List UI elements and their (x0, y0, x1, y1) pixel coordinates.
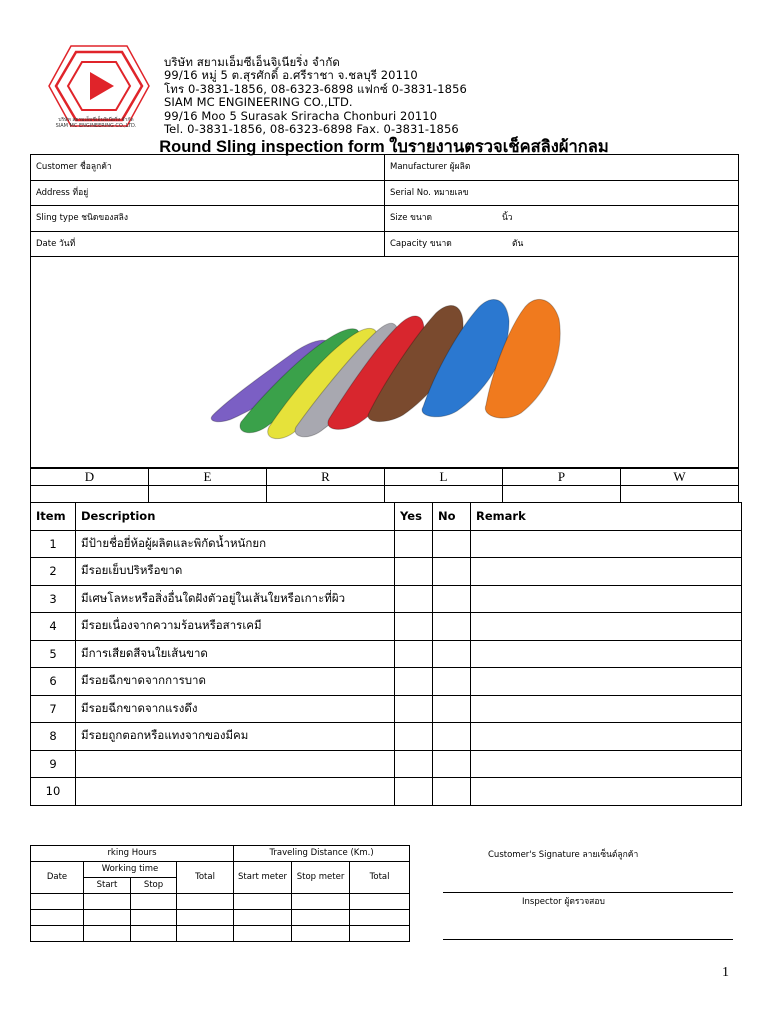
remark-header: Remark (471, 503, 742, 531)
capacity-field[interactable] (385, 231, 739, 257)
company-address-english: 99/16 Moo 5 Surasak Sriracha Chonburi 20110 (164, 108, 438, 123)
form-title: Round Sling inspection form ใบรายงานตรวจเช็คสลิงผ้ากลม (159, 138, 609, 156)
page-number: 1 (722, 965, 729, 980)
hours-cell[interactable] (234, 910, 292, 926)
no-cell[interactable] (433, 530, 471, 558)
capacity-unit: ตัน (512, 238, 524, 249)
inspector-signature-line[interactable] (443, 939, 733, 940)
checklist-row (31, 668, 742, 696)
yes-cell[interactable] (395, 613, 433, 641)
item-number: 4 (31, 613, 76, 641)
item-number: 10 (31, 778, 76, 806)
company-name-thai: บริษัท สยามเอ็มซีเอ็นจิเนียริ่ง จำกัด (164, 55, 340, 69)
address-label: Address ที่อยู่ (36, 187, 89, 198)
manufacturer-label: Manufacturer ผู้ผลิต (390, 162, 471, 172)
item-description: มีรอยฉีกขาดจากแรงดึง (76, 695, 395, 723)
date-field[interactable] (31, 231, 385, 257)
logo-caption-english: SIAM MC ENGINEERING CO.,LTD. (55, 123, 137, 129)
start-time-header: Start (84, 878, 131, 894)
dim-p-header: P (503, 469, 621, 486)
dim-e-header: E (149, 469, 267, 486)
checklist-row (31, 750, 742, 778)
dim-l-header: L (385, 469, 503, 486)
hours-row (31, 926, 410, 942)
customer-signature-line[interactable] (443, 892, 733, 893)
company-name-english: SIAM MC ENGINEERING CO.,LTD. (164, 95, 353, 110)
customer-label: Customer ชื่อลูกค้า (36, 162, 112, 172)
item-description: มีป้ายชื่อยี่ห้อผู้ผลิตและพิกัดน้ำหนักยก (76, 530, 395, 558)
hours-cell[interactable] (234, 926, 292, 942)
no-cell[interactable] (433, 750, 471, 778)
remark-cell[interactable] (471, 640, 742, 668)
remark-cell[interactable] (471, 613, 742, 641)
hours-cell[interactable] (131, 926, 177, 942)
date-label: Date วันที่ (36, 238, 76, 249)
customer-signature-label: Customer's Signature ลายเซ็นต์ลูกค้า (488, 850, 639, 860)
item-description: มีรอยเย็บปริหรือขาด (76, 558, 395, 586)
checklist-row (31, 723, 742, 751)
customer-info-table (30, 154, 739, 257)
no-cell[interactable] (433, 723, 471, 751)
hours-cell[interactable] (292, 926, 350, 942)
hours-cell[interactable] (292, 894, 350, 910)
working-hours-header: rking Hours (31, 846, 234, 862)
checklist-row (31, 695, 742, 723)
work-hours-table (30, 845, 410, 942)
description-header: Description (76, 503, 395, 531)
checklist-row (31, 778, 742, 806)
dim-l-value[interactable] (385, 486, 503, 503)
yes-header: Yes (395, 503, 433, 531)
checklist-row (31, 613, 742, 641)
hours-cell[interactable] (31, 894, 84, 910)
item-description: มีเศษโลหะหรือสิ่งอื่นใดฝังตัวอยู่ในเส้นใยหรือเกาะที่ผิว (76, 585, 395, 613)
yes-cell[interactable] (395, 558, 433, 586)
inspection-checklist (30, 502, 742, 806)
hours-cell[interactable] (350, 926, 410, 942)
company-info (164, 56, 467, 136)
hours-cell[interactable] (84, 910, 131, 926)
company-phone-english: Tel. 0-3831-1856, 08-6323-6898 Fax. 0-3831-1856 (164, 122, 459, 137)
checklist-row (31, 640, 742, 668)
no-cell[interactable] (433, 695, 471, 723)
item-number: 8 (31, 723, 76, 751)
company-address-thai: 99/16 หมู่ 5 ต.สุรศักดิ์ อ.ศรีราชา จ.ชลบุรี 20110 (164, 68, 418, 83)
size-label: Size ขนาด (390, 213, 433, 224)
logo-caption-thai: บริษัท สยามเอ็มซีเอ็นจิเนียริ่ง จำกัด (58, 117, 134, 123)
no-cell[interactable] (433, 585, 471, 613)
date-header: Date (31, 862, 84, 894)
sling-type-field[interactable] (31, 206, 385, 232)
dim-p-value[interactable] (503, 486, 621, 503)
hours-cell[interactable] (131, 910, 177, 926)
checklist-row (31, 585, 742, 613)
remark-cell[interactable] (471, 695, 742, 723)
working-time-header: Working time (84, 862, 177, 878)
serial-field[interactable] (385, 180, 739, 206)
remark-cell[interactable] (471, 778, 742, 806)
dim-r-header: R (267, 469, 385, 486)
item-description: มีรอยเนื่องจากความร้อนหรือสารเคมี (76, 613, 395, 641)
hours-row (31, 910, 410, 926)
item-description: มีการเสียดสีจนใยเส้นขาด (76, 640, 395, 668)
hours-cell[interactable] (177, 910, 234, 926)
total-distance-header: Total (350, 862, 410, 894)
size-field[interactable] (385, 206, 739, 232)
stop-meter-header: Stop meter (292, 862, 350, 894)
hours-cell[interactable] (234, 894, 292, 910)
total-hours-header: Total (177, 862, 234, 894)
yes-cell[interactable] (395, 585, 433, 613)
hours-cell[interactable] (350, 894, 410, 910)
item-number: 9 (31, 750, 76, 778)
dim-d-header: D (31, 469, 149, 486)
dim-w-header: W (621, 469, 739, 486)
item-number: 5 (31, 640, 76, 668)
item-description[interactable] (76, 750, 395, 778)
item-header: Item (31, 503, 76, 531)
item-description: มีรอยฉีกขาดจากการบาด (76, 668, 395, 696)
sling-type-label: Sling type ชนิดของสลิง (36, 213, 129, 224)
item-number: 7 (31, 695, 76, 723)
hours-row (31, 894, 410, 910)
checklist-row (31, 558, 742, 586)
no-cell[interactable] (433, 778, 471, 806)
no-cell[interactable] (433, 613, 471, 641)
item-number: 6 (31, 668, 76, 696)
checklist-row (31, 530, 742, 558)
item-description: มีรอยถูกตอกหรือแทงจากของมีคม (76, 723, 395, 751)
hours-cell[interactable] (177, 926, 234, 942)
dim-r-value[interactable] (267, 486, 385, 503)
remark-cell[interactable] (471, 750, 742, 778)
remark-cell[interactable] (471, 530, 742, 558)
round-sling-photo (30, 257, 739, 468)
no-cell[interactable] (433, 668, 471, 696)
yes-cell[interactable] (395, 723, 433, 751)
dim-d-value[interactable] (31, 486, 149, 503)
hours-cell[interactable] (84, 926, 131, 942)
manufacturer-field[interactable] (385, 155, 739, 181)
capacity-label: Capacity ขนาด (390, 238, 452, 249)
dimensions-table (30, 468, 739, 503)
dim-w-value[interactable] (621, 486, 739, 503)
yes-cell[interactable] (395, 778, 433, 806)
hours-cell[interactable] (350, 910, 410, 926)
address-field[interactable] (31, 180, 385, 206)
hours-cell[interactable] (177, 894, 234, 910)
yes-cell[interactable] (395, 750, 433, 778)
yes-cell[interactable] (395, 668, 433, 696)
inspector-label: Inspector ผู้ตรวจสอบ (522, 897, 605, 907)
remark-cell[interactable] (471, 558, 742, 586)
traveling-distance-header: Traveling Distance (Km.) (234, 846, 410, 862)
yes-cell[interactable] (395, 695, 433, 723)
serial-label: Serial No. หมายเลข (390, 187, 469, 198)
yes-cell[interactable] (395, 530, 433, 558)
size-unit: นิ้ว (502, 213, 513, 224)
item-number: 2 (31, 558, 76, 586)
item-number: 3 (31, 585, 76, 613)
no-cell[interactable] (433, 558, 471, 586)
item-description[interactable] (76, 778, 395, 806)
hours-cell[interactable] (131, 894, 177, 910)
remark-cell[interactable] (471, 585, 742, 613)
remark-cell[interactable] (471, 668, 742, 696)
no-header: No (433, 503, 471, 531)
company-phone-thai: โทร 0-3831-1856, 08-6323-6898 แฟกซ์ 0-3831-1856 (164, 81, 467, 96)
hours-cell[interactable] (31, 926, 84, 942)
customer-field[interactable] (31, 155, 385, 181)
yes-cell[interactable] (395, 640, 433, 668)
hours-cell[interactable] (292, 910, 350, 926)
stop-time-header: Stop (131, 878, 177, 894)
dim-e-value[interactable] (149, 486, 267, 503)
item-number: 1 (31, 530, 76, 558)
start-meter-header: Start meter (234, 862, 292, 894)
no-cell[interactable] (433, 640, 471, 668)
remark-cell[interactable] (471, 723, 742, 751)
hours-cell[interactable] (84, 894, 131, 910)
hours-cell[interactable] (31, 910, 84, 926)
